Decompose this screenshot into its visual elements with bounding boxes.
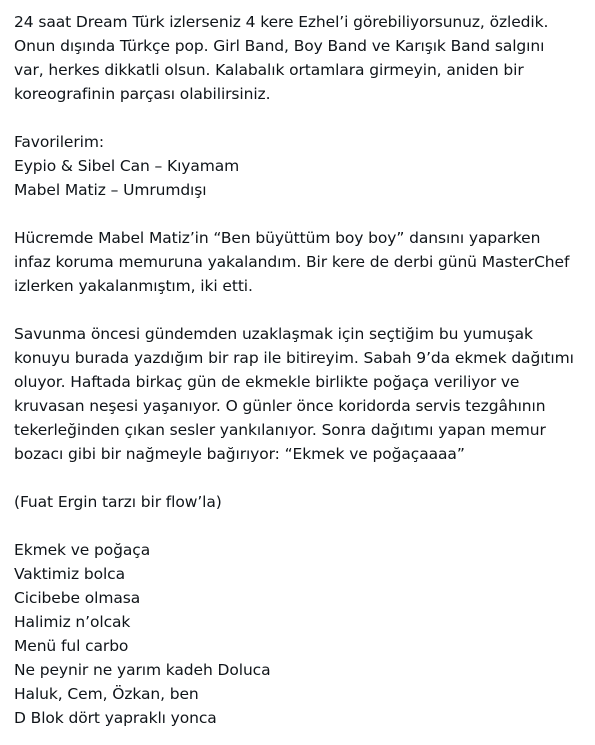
text-line: bozacı gibi bir nağmeyle bağırıyor: “Ekmek ve poğaçaaaa” <box>14 445 465 463</box>
paragraph-favorites <box>14 130 589 202</box>
text-line: tekerleğinden çıkan sesler yankılanıyor. Sonra dağıtımı yapan memur <box>14 421 546 439</box>
lyric-line: D Blok dört yapraklı yonca <box>14 709 217 727</box>
text-line: Favorilerim: <box>14 133 104 151</box>
text-line: Savunma öncesi gündemden uzaklaşmak için seçtiğim bu yumuşak <box>14 325 533 343</box>
paragraph-defense <box>14 322 589 466</box>
text-line: Eypio & Sibel Can – Kıyamam <box>14 157 240 175</box>
text-line: oluyor. Haftada birkaç gün de ekmekle birlikte poğaça veriliyor ve <box>14 373 520 391</box>
text-line: koreografinin parçası olabilirsiniz. <box>14 85 271 103</box>
paragraph-flow-note <box>14 490 589 514</box>
lyric-line: Cicibebe olmasa <box>14 589 141 607</box>
text-line: infaz koruma memuruna yakalandım. Bir kere de derbi günü MasterChef <box>14 253 570 271</box>
paragraph-intro <box>14 10 589 106</box>
text-line: kruvasan neşesi yaşanıyor. O günler önce koridorda servis tezgâhının <box>14 397 546 415</box>
text-line: var, herkes dikkatli olsun. Kalabalık ortamlara girmeyin, aniden bir <box>14 61 524 79</box>
lyric-line: Halimiz n’olcak <box>14 613 131 631</box>
lyric-line: Haluk, Cem, Özkan, ben <box>14 685 199 703</box>
lyric-line: Ne peynir ne yarım kadeh Doluca <box>14 661 271 679</box>
text-line: Onun dışında Türkçe pop. Girl Band, Boy Band ve Karışık Band salgını <box>14 37 545 55</box>
paragraph-spacer <box>14 106 589 130</box>
text-line: konuyu burada yazdığım bir rap ile bitireyim. Sabah 9’da ekmek dağıtımı <box>14 349 574 367</box>
lyric-line: Menü ful carbo <box>14 637 129 655</box>
text-line: Hücremde Mabel Matiz’in “Ben büyüttüm boy boy” dansını yaparken <box>14 229 541 247</box>
paragraph-spacer <box>14 466 589 490</box>
post-text <box>14 10 589 730</box>
lyric-line: Vaktimiz bolca <box>14 565 125 583</box>
text-line: 24 saat Dream Türk izlerseniz 4 kere Ezhel’i görebiliyorsunuz, özledik. <box>14 13 549 31</box>
text-line: Mabel Matiz – Umrumdışı <box>14 181 207 199</box>
paragraph-cell <box>14 226 589 298</box>
paragraph-spacer <box>14 298 589 322</box>
lyric-line: Ekmek ve poğaça <box>14 541 151 559</box>
text-line: izlerken yakalanmıştım, iki etti. <box>14 277 253 295</box>
text-line: (Fuat Ergin tarzı bir flow’la) <box>14 493 222 511</box>
paragraph-rap-lyrics <box>14 538 589 730</box>
paragraph-spacer <box>14 514 589 538</box>
paragraph-spacer <box>14 202 589 226</box>
